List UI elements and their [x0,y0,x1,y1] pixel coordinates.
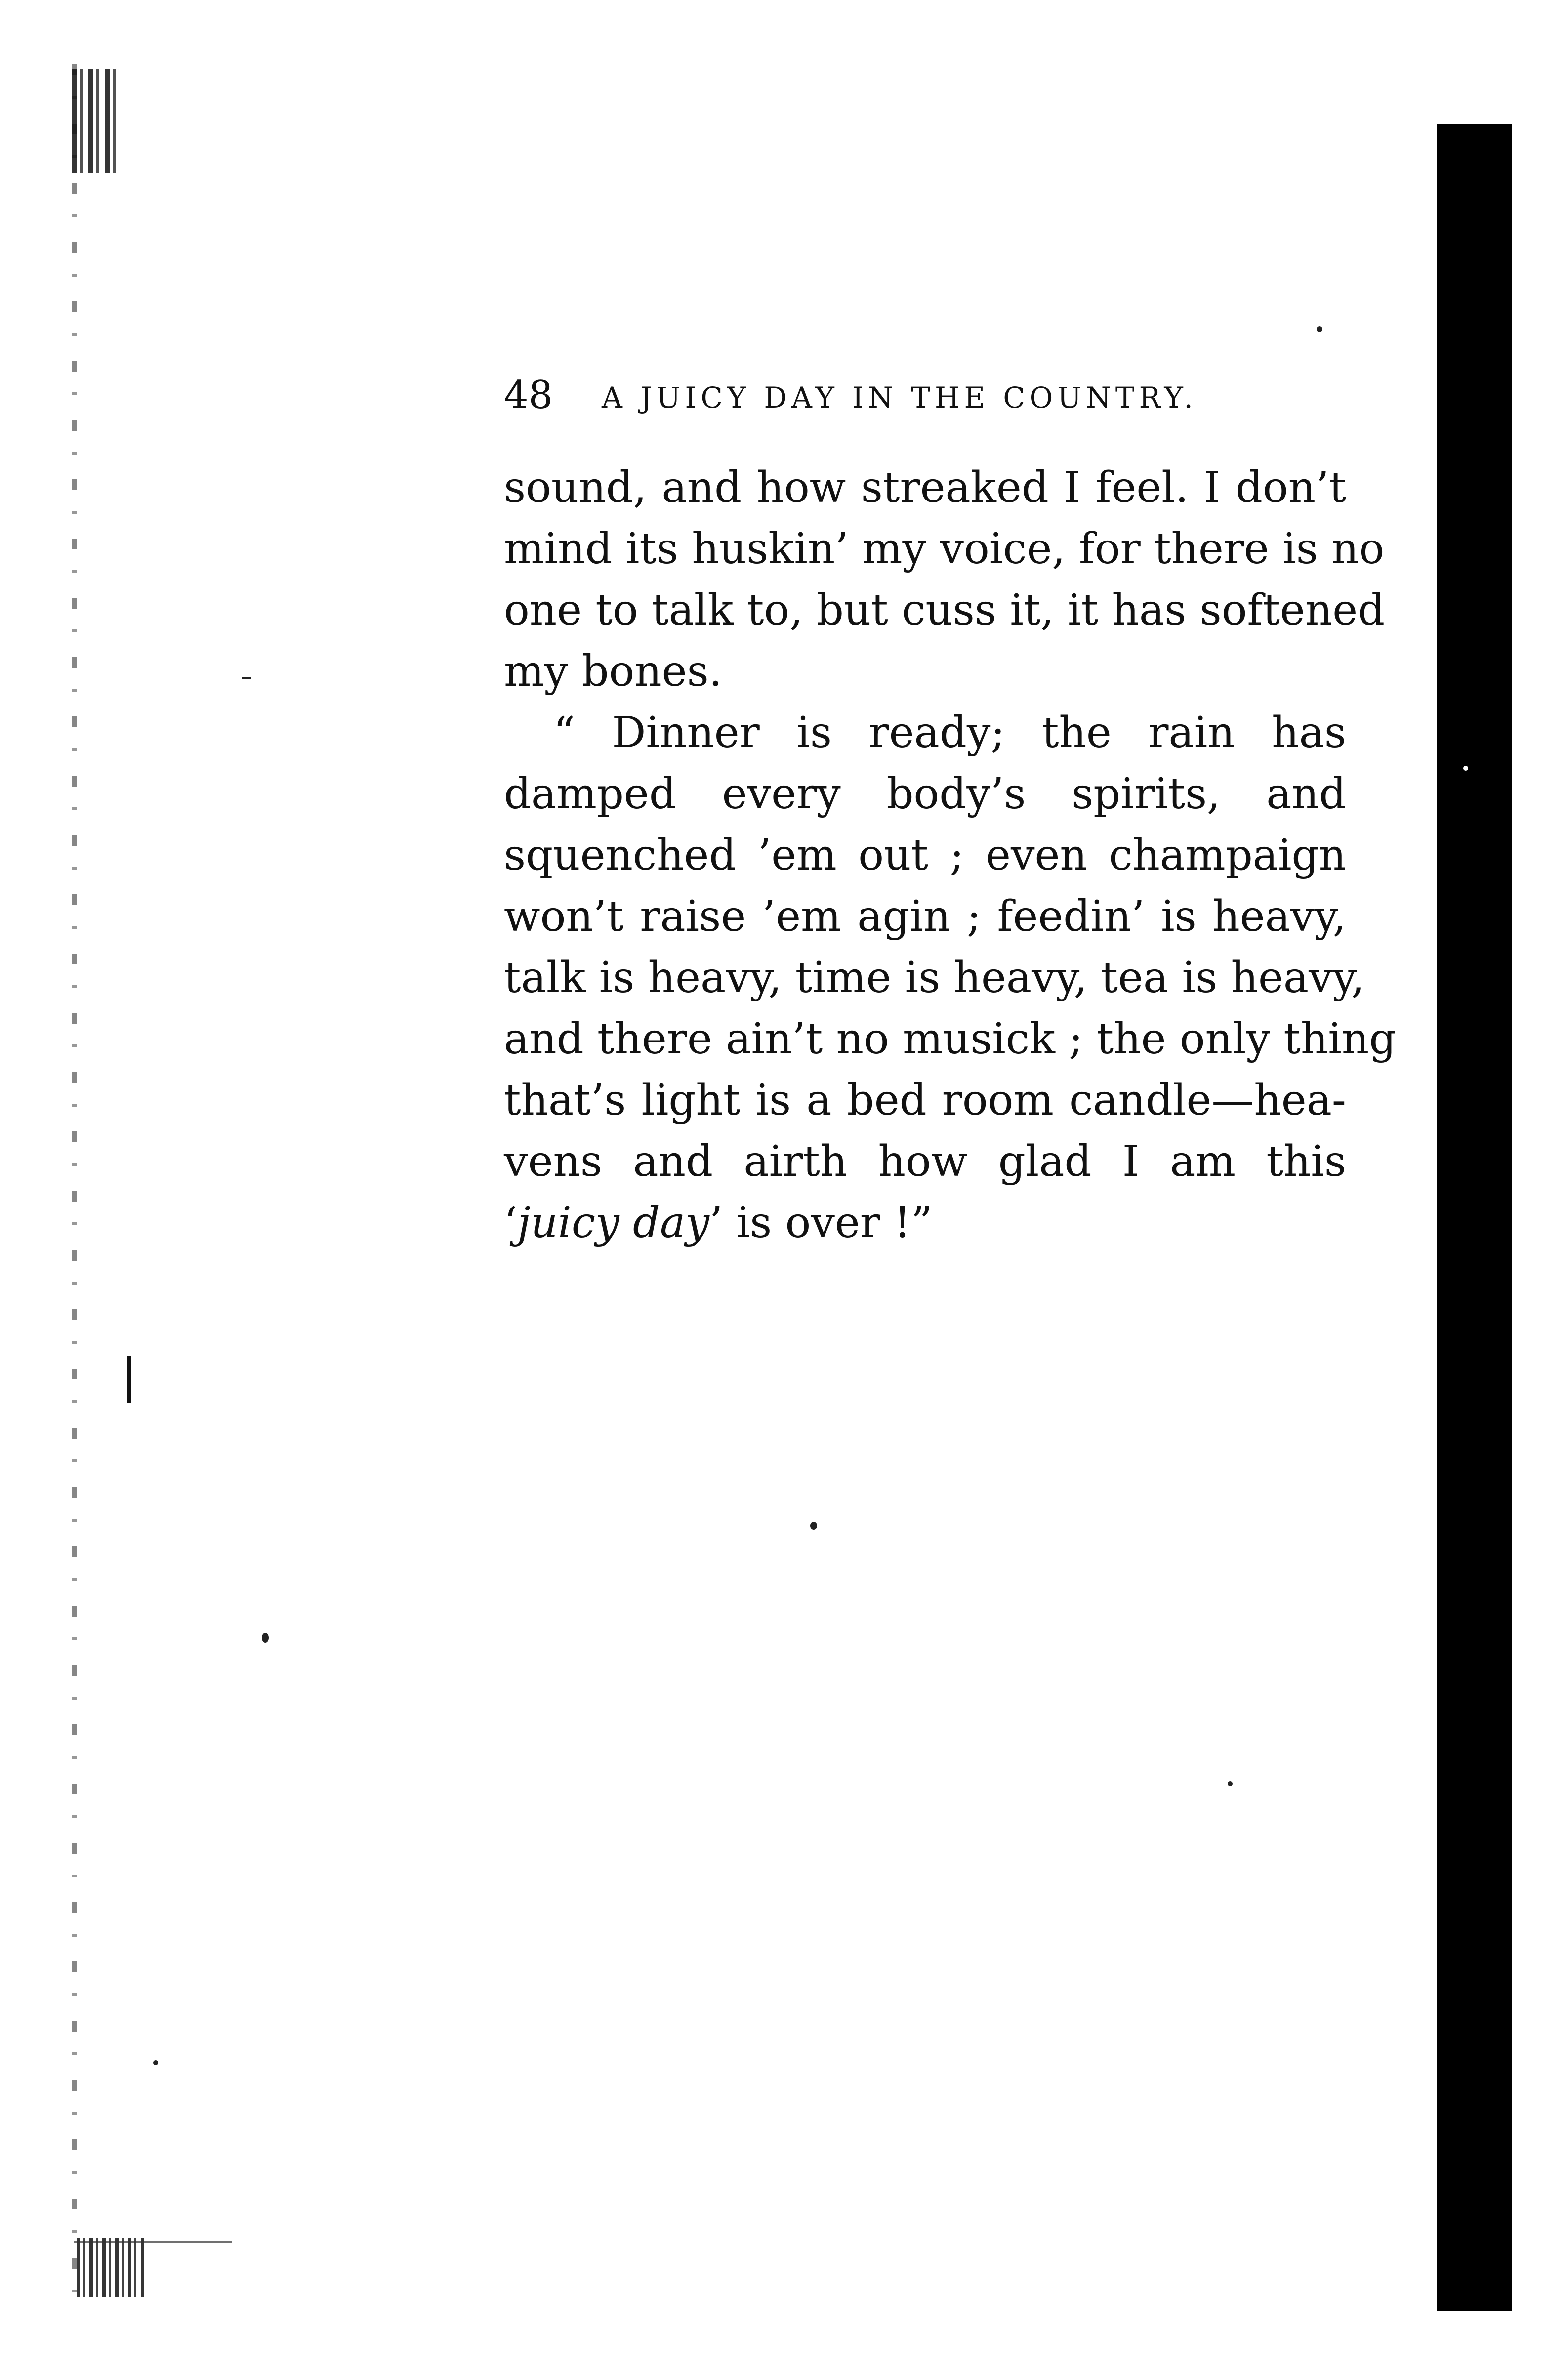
text-line: my bones. [504,647,723,696]
text-line: vens and airth how glad I am this [504,1137,1346,1186]
text-line: one to talk to, but cuss it, it has softened [504,585,1385,635]
running-header [504,368,1354,422]
scan-gutter-mark-top [72,69,119,173]
body-text [504,457,1397,1253]
scan-speck [1228,1781,1233,1786]
text-line-last [504,1192,1346,1253]
scan-speck [262,1633,269,1643]
scan-black-edge [1437,124,1512,2311]
scan-speck [810,1522,817,1530]
scan-gutter-mark-bottom [77,2238,146,2297]
text-line: sound, and how streaked I feel. I don’t [504,463,1346,512]
scan-speck [242,677,251,679]
line-ending: ’ is over !” [709,1198,933,1248]
scan-speck [1463,766,1468,771]
scan-speck [153,2060,158,2065]
text-line: mind its huskin’ my voice, for there is no [504,524,1385,574]
page-number: 48 [504,373,553,417]
scan-gutter-edge [72,64,77,2317]
text-line: talk is heavy, time is heavy, tea is heavy, [504,953,1365,1002]
scan-gutter-rule [74,2241,232,2243]
text-line: won’t raise ’em agin ; feedin’ is heavy, [504,892,1346,941]
italic-phrase: juicy day [517,1198,709,1248]
text-line: damped every body’s spirits, and [504,769,1346,819]
text-line: that’s light is a bed room candle—hea- [504,1076,1346,1125]
text-line: squenched ’em out ; even champaign [504,831,1346,880]
text-line: “ Dinner is ready; the rain has [553,708,1346,757]
text-line: and there ain’t no musick ; the only thing [504,1014,1397,1064]
running-title: A JUICY DAY IN THE COUNTRY. [602,381,1197,415]
quote-open: ‘ [504,1198,518,1248]
scan-speck [1317,326,1322,332]
scan-gutter-stroke [127,1356,131,1403]
